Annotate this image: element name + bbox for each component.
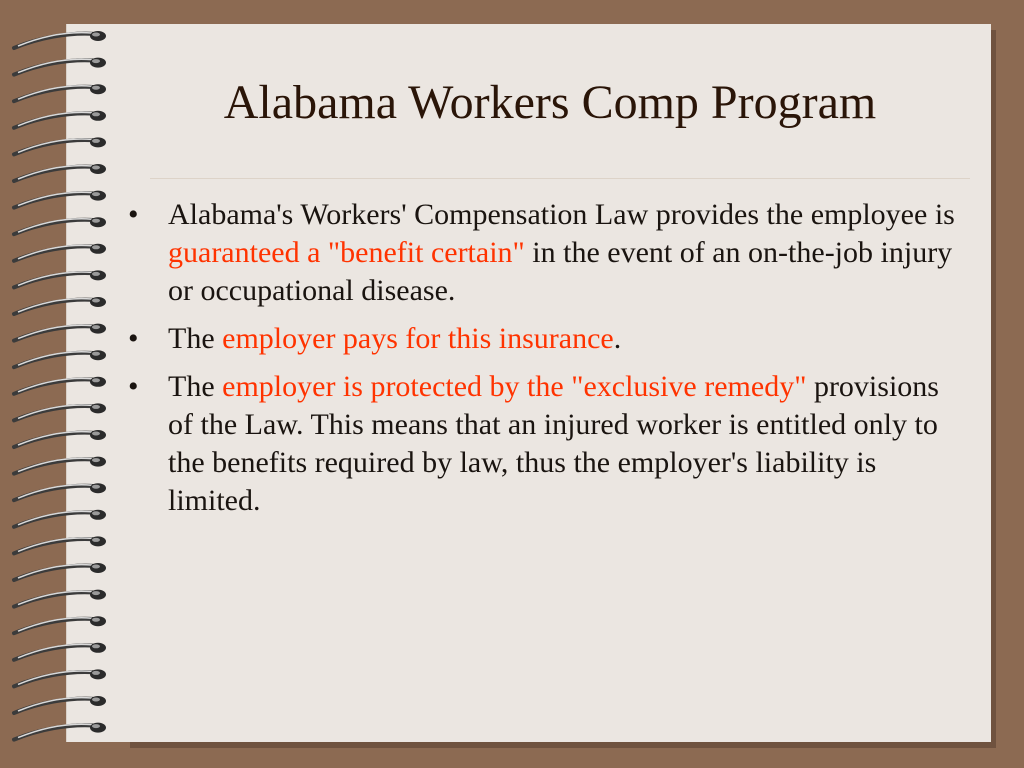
spiral-ring-icon — [14, 350, 106, 367]
spiral-ring-icon — [14, 111, 106, 128]
spiral-ring-icon — [14, 244, 106, 261]
spiral-binding — [8, 20, 120, 750]
bullet-highlight: employer is protected by the "exclusive remedy" — [222, 370, 807, 403]
spiral-ring-icon — [14, 403, 106, 420]
spiral-ring-icon — [14, 457, 106, 474]
spiral-ring-icon — [14, 31, 106, 48]
spiral-ring-icon — [14, 137, 106, 154]
spiral-ring-icon — [14, 377, 106, 394]
bullet-marker: • — [128, 370, 139, 403]
spiral-ring-icon — [14, 590, 106, 607]
spiral-ring-icon — [14, 297, 106, 314]
bullet-marker: • — [128, 198, 139, 231]
bullet-text: in the event of an on-the-job injury or occupational disease. — [168, 236, 953, 307]
spiral-ring-icon — [14, 563, 106, 580]
bullet-text: provisions of the Law. This means that an injured worker is entitled only to the benefits required by law, thus the employer's liability is limited. — [168, 370, 939, 517]
spiral-ring-icon — [14, 84, 106, 101]
spiral-ring-icon — [14, 58, 106, 75]
bullet-highlight: employer pays for this insurance — [222, 322, 614, 355]
spiral-ring-icon — [14, 643, 106, 660]
spiral-ring-icon — [14, 270, 106, 287]
spiral-ring-icon — [14, 324, 106, 341]
bullet-item — [128, 196, 968, 310]
bullet-text: . — [613, 322, 622, 355]
bullet-item — [128, 320, 968, 358]
spiral-ring-icon — [14, 191, 106, 208]
bullet-highlight: guaranteed a "benefit certain" — [168, 236, 525, 269]
bullet-text: The — [168, 322, 223, 355]
bullet-list — [128, 196, 968, 530]
spiral-ring-icon — [14, 430, 106, 447]
spiral-ring-icon — [14, 217, 106, 234]
spiral-ring-icon — [14, 669, 106, 686]
title-divider — [150, 178, 970, 179]
spiral-ring-icon — [14, 510, 106, 527]
spiral-ring-icon — [14, 483, 106, 500]
spiral-ring-icon — [14, 723, 106, 740]
slide-title: Alabama Workers Comp Program — [223, 76, 877, 129]
spiral-ring-icon — [14, 536, 106, 553]
bullet-marker: • — [128, 322, 139, 355]
spiral-ring-icon — [14, 164, 106, 181]
bullet-item — [128, 368, 968, 520]
spiral-ring-icon — [14, 616, 106, 633]
bullet-text: Alabama's Workers' Compensation Law provides the employee is — [168, 198, 955, 231]
spiral-ring-icon — [14, 696, 106, 713]
bullet-text: The — [168, 370, 223, 403]
